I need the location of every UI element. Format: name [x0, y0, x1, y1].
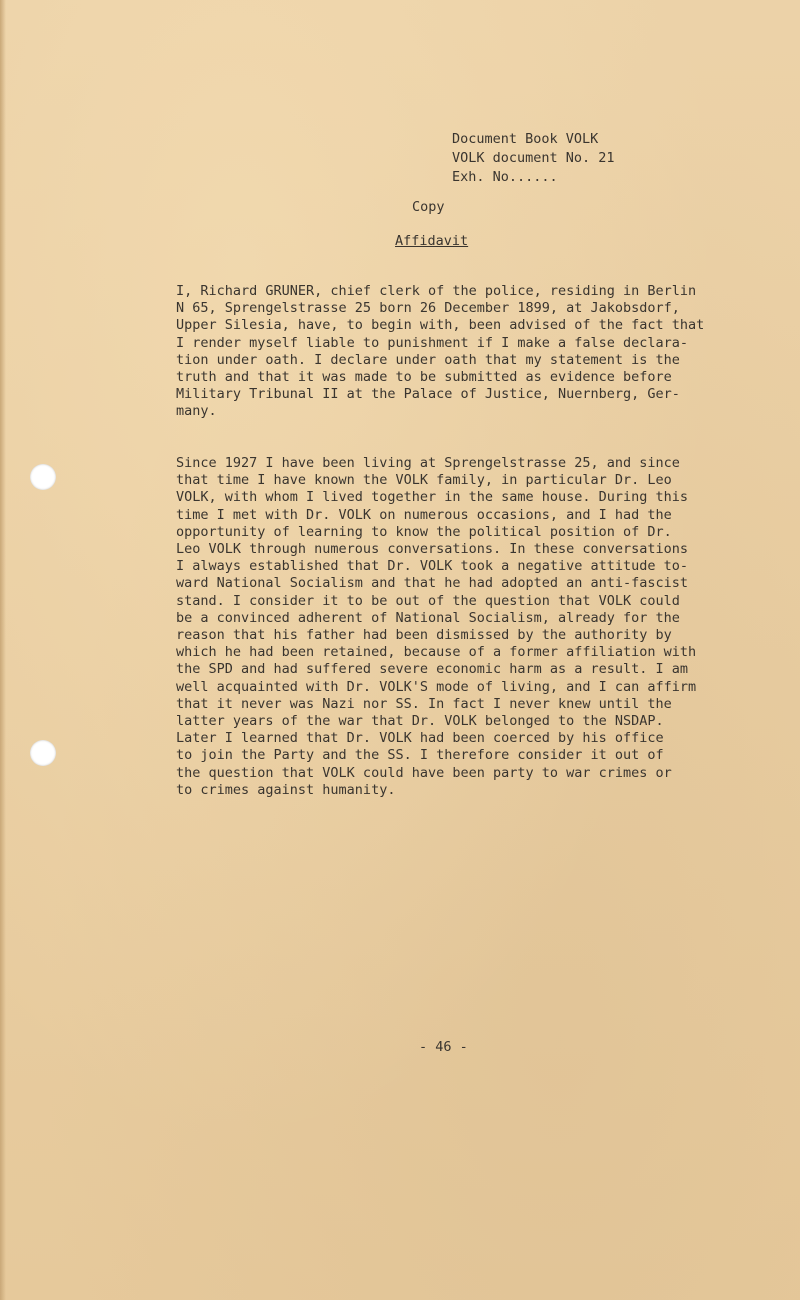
text-line: Later I learned that Dr. VOLK had been coerced by his office [176, 730, 664, 747]
text-line: Upper Silesia, have, to begin with, been advised of the fact that [176, 317, 705, 334]
text-line: to join the Party and the SS. I therefore consider it out of [176, 747, 664, 764]
header-line-exhibit-number: Exh. No...... [452, 169, 558, 185]
text-line: the question that VOLK could have been party to war crimes or [176, 764, 672, 781]
text-line: truth and that it was made to be submitted as evidence before [176, 369, 672, 386]
text-line: opportunity of learning to know the political position of Dr. [176, 523, 672, 540]
text-line: Military Tribunal II at the Palace of Justice, Nuernberg, Ger- [176, 386, 680, 403]
header-line-document-number: VOLK document No. 21 [452, 150, 615, 166]
text-line: time I met with Dr. VOLK on numerous occasions, and I had the [176, 506, 672, 523]
punch-hole-top [30, 464, 56, 490]
text-line: Since 1927 I have been living at Sprengelstrasse 25, and since [176, 455, 680, 471]
text-line: I render myself liable to punishment if I make a false declara- [176, 334, 689, 351]
text-line: latter years of the war that Dr. VOLK belonged to the NSDAP. [176, 713, 664, 730]
page-edge [0, 0, 6, 1300]
text-line: well acquainted with Dr. VOLK'S mode of living, and I can affirm [176, 678, 697, 695]
paragraph-testimony [176, 455, 736, 799]
text-line: many. [176, 403, 217, 420]
text-line: be a convinced adherent of National Socialism, already for the [176, 609, 680, 626]
text-line: that it never was Nazi nor SS. In fact I never knew until the [176, 695, 672, 712]
document-title: Affidavit [395, 233, 469, 249]
text-line: stand. I consider it to be out of the question that VOLK could [176, 592, 680, 609]
text-line: which he had been retained, because of a former affiliation with [176, 644, 697, 661]
text-line: reason that his father had been dismissed by the authority by [176, 627, 672, 644]
header-line-book: Document Book VOLK [452, 131, 599, 147]
text-line: the SPD and had suffered severe economic harm as a result. I am [176, 661, 689, 678]
text-line: N 65, Sprengelstrasse 25 born 26 December 1899, at Jakobsdorf, [176, 300, 680, 317]
text-line: tion under oath. I declare under oath that my statement is the [176, 351, 680, 368]
text-line: Leo VOLK through numerous conversations. In these conversations [176, 541, 689, 558]
text-line: VOLK, with whom I lived together in the same house. During this [176, 489, 689, 506]
page-number: - 46 - [419, 1039, 468, 1055]
text-line: ward National Socialism and that he had adopted an anti-fascist [176, 575, 689, 592]
text-line: I always established that Dr. VOLK took a negative attitude to- [176, 558, 689, 575]
paragraph-oath [176, 283, 736, 421]
copy-label: Copy [412, 199, 445, 215]
punch-hole-bottom [30, 740, 56, 766]
text-line: I, Richard GRUNER, chief clerk of the police, residing in Berlin [176, 283, 697, 299]
document-header [452, 130, 615, 187]
text-line: to crimes against humanity. [176, 781, 396, 798]
text-line: that time I have known the VOLK family, in particular Dr. Leo [176, 472, 672, 489]
